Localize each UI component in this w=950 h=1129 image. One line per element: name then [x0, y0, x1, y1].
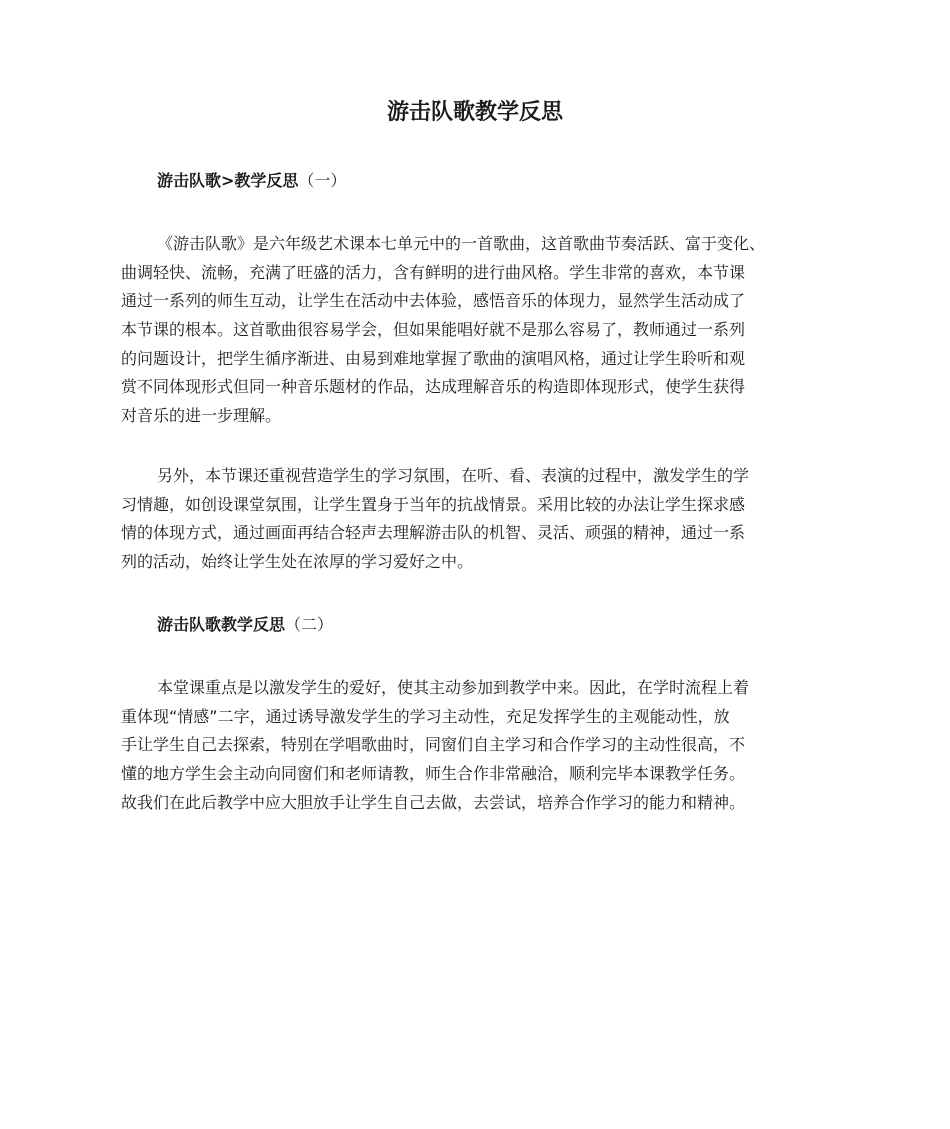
section-heading-1-suffix: （一）: [298, 171, 347, 190]
paragraph-line: 曲调轻快、流畅，充满了旺盛的活力，含有鲜明的进行曲风格。学生非常的喜欢，本节课: [121, 262, 746, 282]
section-heading-2-suffix: （二）: [285, 615, 334, 634]
paragraph-1: [121, 230, 829, 431]
paragraph-line: 故我们在此后教学中应大胆放手让学生自己去做，去尝试，培养合作学习的能力和精神。: [121, 792, 746, 812]
paragraph-line: 情的体现方式，通过画面再结合轻声去理解游击队的机智、灵活、顽强的精神，通过一系: [121, 523, 746, 543]
paragraph-line: 另外，本节课还重视营造学生的学习氛围，在听、看、表演的过程中，激发学生的学: [157, 466, 750, 485]
paragraph-line: 的问题设计，把学生循序渐进、由易到难地掌握了歌曲的演唱风格，通过让学生聆听和观: [121, 348, 746, 368]
paragraph-line: 通过一系列的师生互动，让学生在活动中去体验，感悟音乐的体现力，显然学生活动成了: [121, 291, 746, 311]
paragraph-line: 习情趣，如创设课堂氛围，让学生置身于当年的抗战情景。采用比较的办法让学生探求感: [121, 494, 746, 514]
paragraph-line: 懂的地方学生会主动向同窗们和老师请教，师生合作非常融洽，顺利完毕本课教学任务。: [121, 764, 746, 784]
section-heading-2-main: 游击队歌教学反思: [157, 615, 286, 634]
paragraph-2: [121, 462, 829, 577]
paragraph-line: 《游击队歌》是六年级艺术课本七单元中的一首歌曲，这首歌曲节奏活跃、富于变化、: [157, 234, 766, 253]
section-heading-2: [157, 613, 333, 637]
paragraph-line: 赏不同体现形式但同一种音乐题材的作品，达成理解音乐的构造即体现形式，使学生获得: [121, 377, 746, 397]
section-heading-1-main: 游击队歌>教学反思: [157, 171, 299, 190]
paragraph-line: 对音乐的进一步理解。: [121, 406, 282, 426]
section-heading-1: [157, 169, 346, 193]
paragraph-line: 列的活动，始终让学生处在浓厚的学习爱好之中。: [121, 552, 474, 572]
paragraph-line: 本堂课重点是以激发学生的爱好，使其主动参加到教学中来。因此，在学时流程上着: [157, 678, 750, 697]
paragraph-line: 本节课的根本。这首歌曲很容易学会，但如果能唱好就不是那么容易了，教师通过一系列: [121, 320, 746, 340]
paragraph-3: [121, 674, 829, 817]
document-title: 游击队歌教学反思: [386, 100, 563, 125]
paragraph-line: 手让学生自己去探索，特别在学唱歌曲时，同窗们自主学习和合作学习的主动性很高，不: [121, 735, 746, 755]
paragraph-line: 重体现“情感”二字，通过诱导激发学生的学习主动性，充足发挥学生的主观能动性，放: [121, 706, 730, 726]
